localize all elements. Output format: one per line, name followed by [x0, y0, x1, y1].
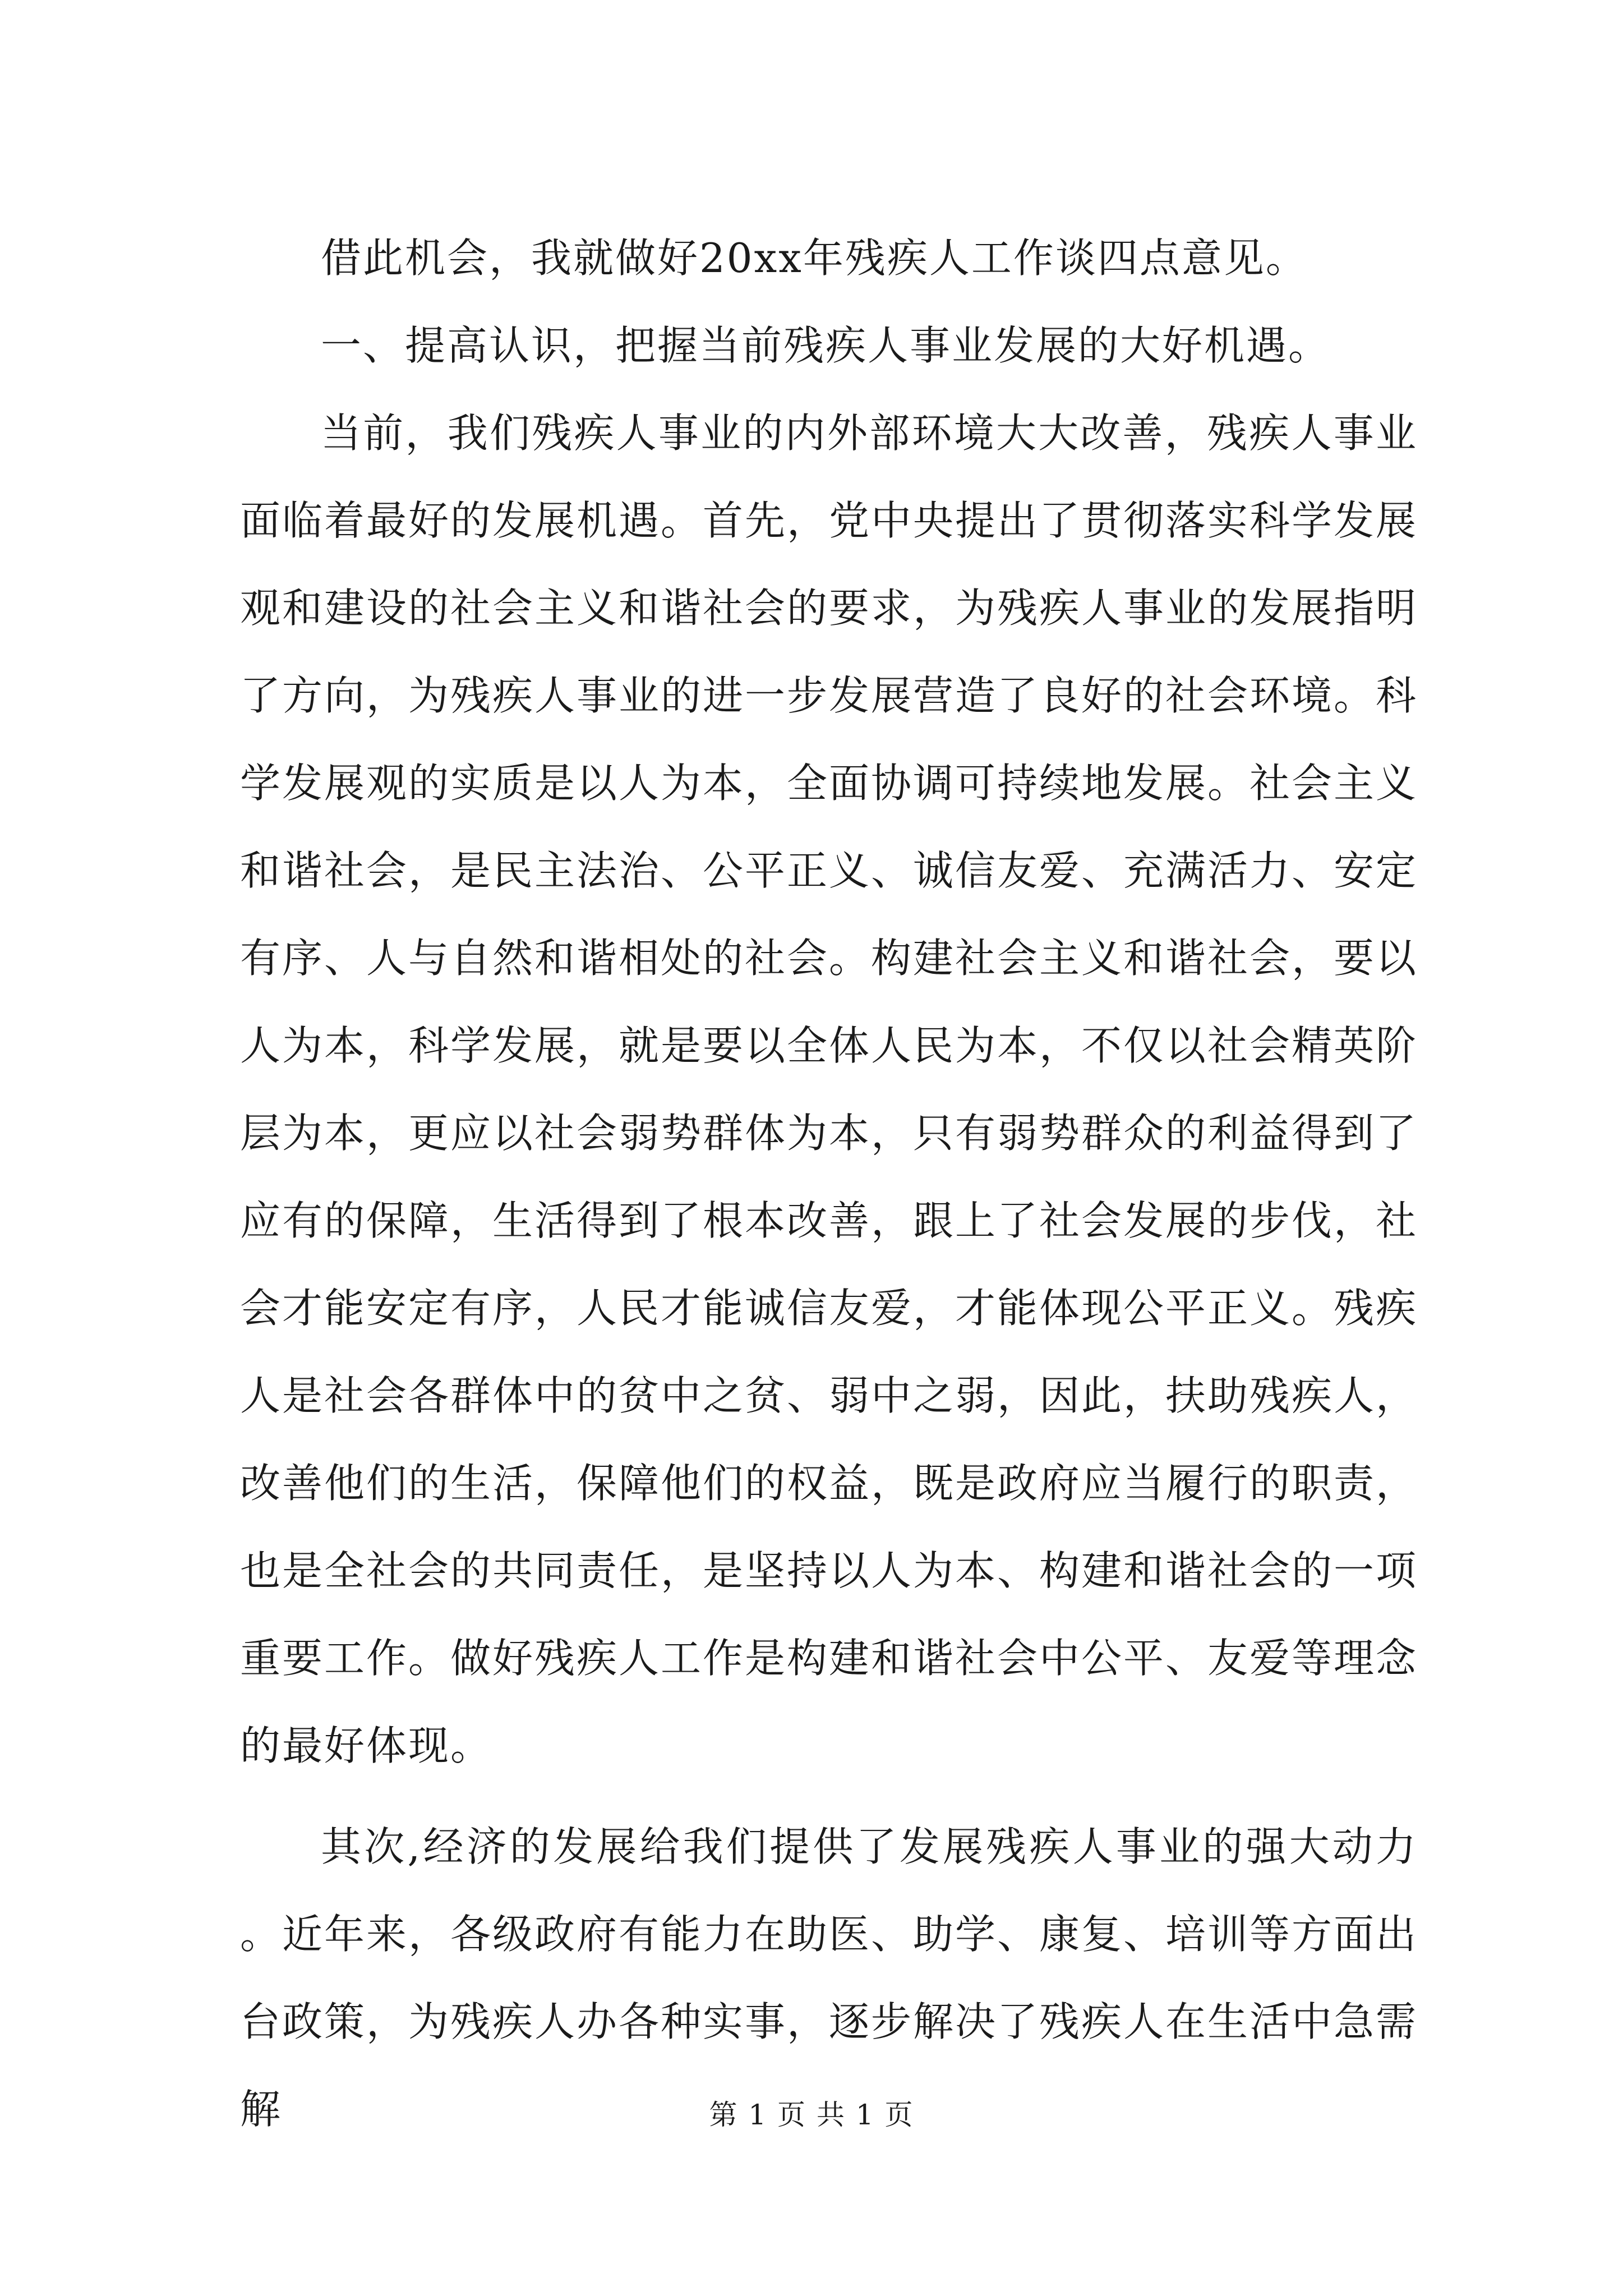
paragraph-body: 当前，我们残疾人事业的内外部环境大大改善，残疾人事业面临着最好的发展机遇。首先，党中央提出了贯彻落实科学发展观和建设的社会主义和谐社会的要求，为残疾人事业的发展指明了方向，为残疾人事业的进一步发展营造了良好的社会环境。科学发展观的实质是以人为本，全面协调可持续地发展。社会主义和谐社会，是民主法治、公平正义、诚信友爱、充满活力、安定有序、人与自然和谐相处的社会。构建社会主义和谐社会，要以人为本，科学发展，就是要以全体人民为本，不仅以社会精英阶层为本，更应以社会弱势群体为本，只有弱势群众的利益得到了应有的保障，生活得到了根本改善，跟上了社会发展的步伐，社会才能安定有序，人民才能诚信友爱，才能体现公平正义。残疾人是社会各群体中的贫中之贫、弱中之弱，因此，扶助残疾人，改善他们的生活，保障他们的权益，既是政府应当履行的职责，也是全社会的共同责任，是坚持以人为本、构建和谐社会的一项重要工作。做好残疾人工作是构建和谐社会中公平、友爱等理念的最好体现。 [240, 409, 1418, 1769]
document-body [240, 214, 1418, 2153]
page-footer: 第 1 页 共 1 页 [709, 2099, 914, 2131]
paragraph-body: 其次,经济的发展给我们提供了发展残疾人事业的强大动力。近年来，各级政府有能力在助医、助学、康复、培训等方面出台政策，为残疾人办各种实事，逐步解决了残疾人在生活中急需解 [240, 1823, 1418, 2133]
section-heading: 一、提高认识，把握当前残疾人事业发展的大好机遇。 [321, 322, 1331, 369]
paragraph-opening: 借此机会，我就做好20xx年残疾人工作谈四点意见。 [321, 234, 1308, 282]
